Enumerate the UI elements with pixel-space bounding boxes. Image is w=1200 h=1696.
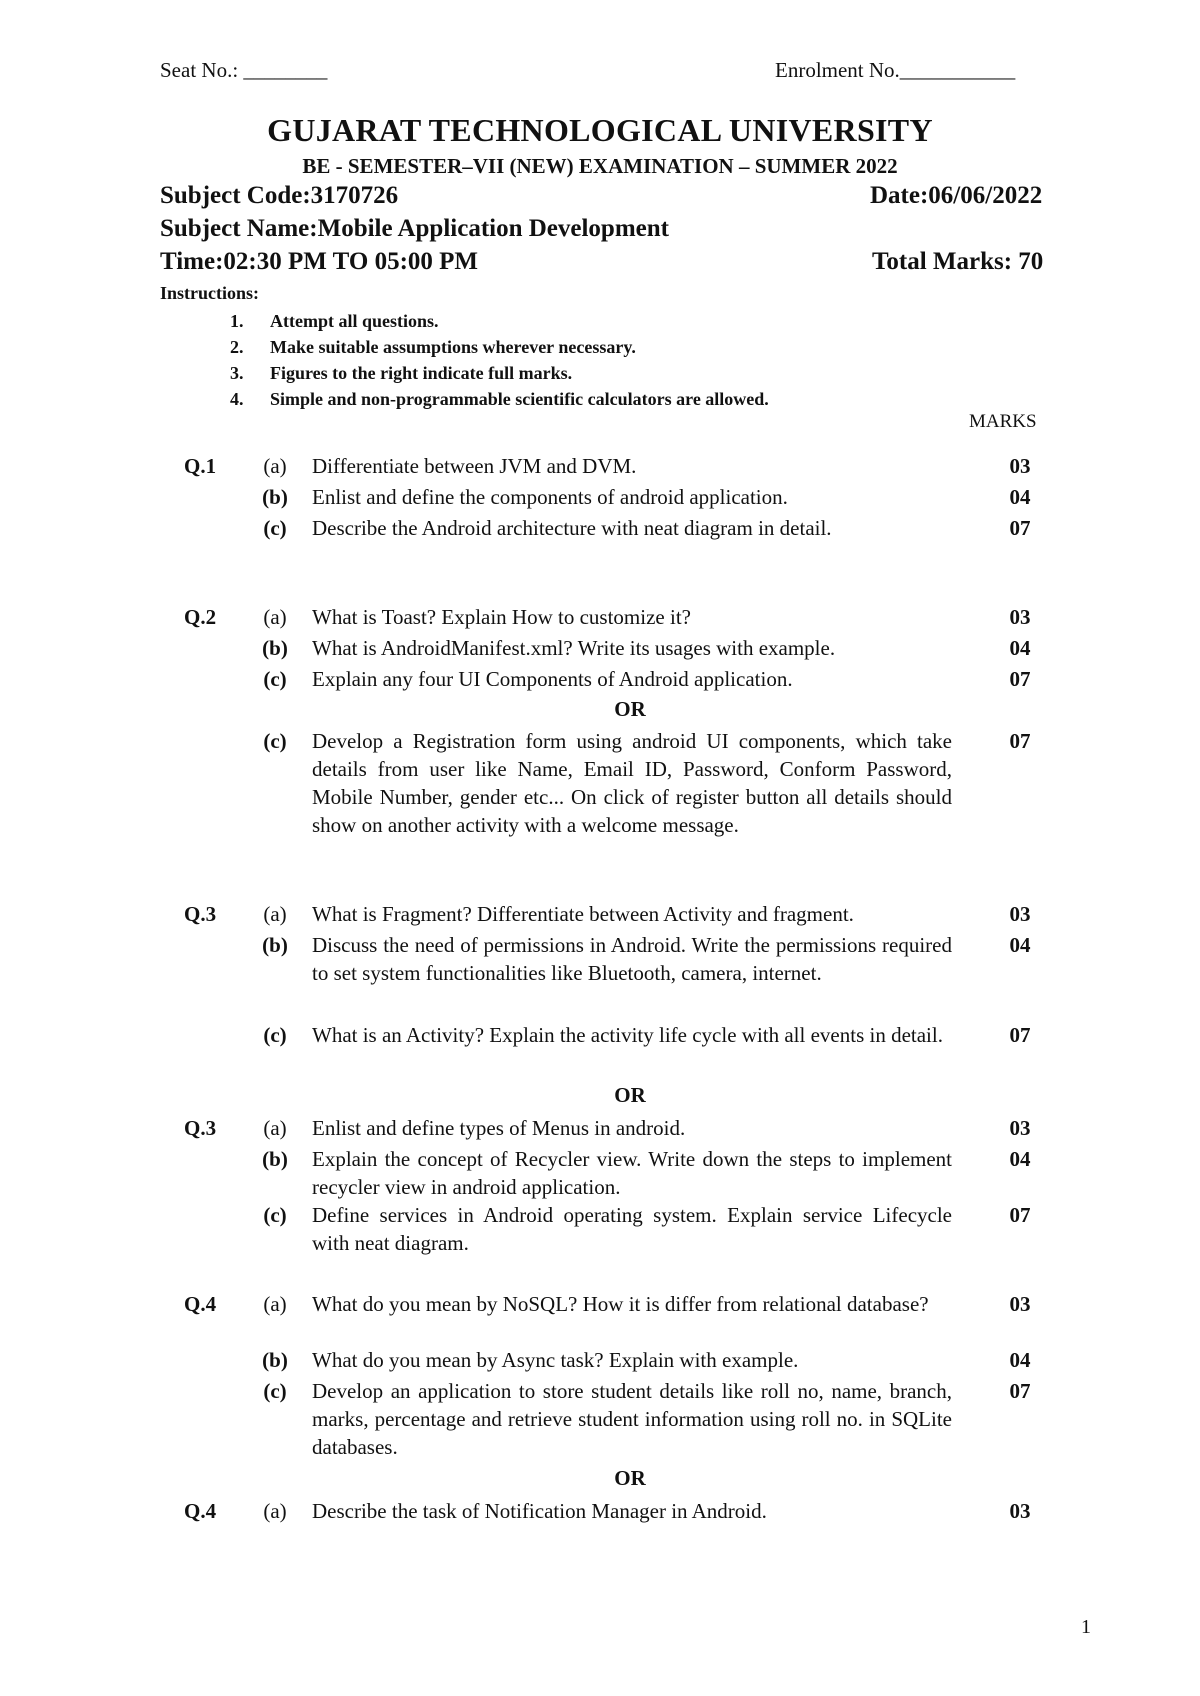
seat-number-field: Seat No.: ________ [160, 58, 328, 82]
sub-question-label: (c) [263, 516, 287, 540]
exam-date: Date:06/06/2022 [870, 182, 1043, 209]
question-text: Develop a Registration form using android UI components, which take details from user like Name, Email ID, Password, Conform Password, Mobile Number, gender etc... On click of register button all details should show on another activity with a welcome message. [312, 729, 952, 837]
sub-question-label: (a) [263, 1499, 287, 1523]
question-text: Discuss the need of permissions in Android. Write the permissions required to set system functionalities like Bluetooth, camera, internet. [312, 933, 952, 985]
question-number: Q.3 [184, 902, 217, 926]
question-text: What is an Activity? Explain the activity life cycle with all events in detail. [312, 1023, 943, 1047]
instructions-list [230, 308, 769, 412]
question-number: Q.4 [184, 1292, 217, 1316]
subject-name: Subject Name:Mobile Application Development [160, 215, 669, 242]
question-marks: 03 [1009, 1499, 1031, 1523]
sub-question-label: (c) [263, 1203, 287, 1227]
sub-question-label: (c) [263, 1023, 287, 1047]
question-marks: 04 [1009, 485, 1031, 509]
or-separator: OR [614, 1083, 646, 1107]
question-marks: 04 [1009, 636, 1031, 660]
or-separator: OR [614, 697, 646, 721]
sub-question-label: (b) [262, 933, 288, 957]
sub-question-label: (a) [263, 1292, 287, 1316]
exam-title: BE - SEMESTER–VII (NEW) EXAMINATION – SUMMER 2022 [302, 154, 898, 178]
instruction-item: 4. Simple and non-programmable scientific calculators are allowed. [230, 389, 769, 409]
question-marks: 07 [1009, 1023, 1031, 1047]
subject-code: Subject Code:3170726 [160, 182, 399, 209]
sub-question-label: (b) [262, 1147, 288, 1171]
question-marks: 04 [1009, 933, 1031, 957]
marks-column-heading: MARKS [969, 411, 1037, 432]
question-marks: 03 [1009, 1292, 1031, 1316]
sub-question-label: (a) [263, 1116, 287, 1140]
question-marks: 07 [1009, 667, 1031, 691]
university-title: GUJARAT TECHNOLOGICAL UNIVERSITY [267, 112, 933, 148]
question-marks: 03 [1009, 454, 1031, 478]
sub-question-label: (a) [263, 902, 287, 926]
question-text: What do you mean by NoSQL? How it is differ from relational database? [312, 1292, 929, 1316]
instructions-heading: Instructions: [160, 283, 260, 303]
question-number: Q.1 [184, 454, 217, 478]
enrolment-number-field: Enrolment No.___________ [775, 58, 1016, 82]
question-marks: 07 [1009, 1203, 1031, 1227]
sub-question-label: (c) [263, 1379, 287, 1403]
instruction-item: 1. Attempt all questions. [230, 311, 439, 331]
question-number: Q.2 [184, 605, 217, 629]
total-marks: Total Marks: 70 [872, 248, 1044, 275]
question-text: Describe the Android architecture with neat diagram in detail. [312, 516, 832, 540]
question-text: Develop an application to store student details like roll no, name, branch, marks, percentage and retrieve student information using roll no. in SQLite databases. [312, 1379, 952, 1459]
question-marks: 07 [1009, 516, 1031, 540]
question-text: Describe the task of Notification Manager in Android. [312, 1499, 767, 1523]
sub-question-label: (a) [263, 454, 287, 478]
question-marks: 07 [1009, 729, 1031, 753]
instruction-item: 2. Make suitable assumptions wherever necessary. [230, 337, 636, 357]
or-separator: OR [614, 1466, 646, 1490]
question-text: What is Fragment? Differentiate between Activity and fragment. [312, 902, 854, 926]
sub-question-label: (b) [262, 636, 288, 660]
question-text: What is Toast? Explain How to customize it? [312, 605, 691, 629]
page-number: 1 [1081, 1616, 1091, 1638]
question-text: Explain any four UI Components of Android application. [312, 667, 793, 691]
sub-question-label: (b) [262, 1348, 288, 1372]
sub-question-label: (c) [263, 667, 287, 691]
question-marks: 03 [1009, 902, 1031, 926]
sub-question-label: (a) [263, 605, 287, 629]
question-marks: 04 [1009, 1147, 1031, 1171]
question-text: What is AndroidManifest.xml? Write its usages with example. [312, 636, 836, 660]
question-text: Enlist and define types of Menus in android. [312, 1116, 686, 1140]
question-text: What do you mean by Async task? Explain with example. [312, 1348, 799, 1372]
question-text: Enlist and define the components of android application. [312, 485, 788, 509]
sub-question-label: (b) [262, 485, 288, 509]
question-text: Explain the concept of Recycler view. Write down the steps to implement recycler view in android application. [312, 1147, 952, 1199]
question-marks: 03 [1009, 605, 1031, 629]
question-number: Q.3 [184, 1116, 217, 1140]
question-marks: 04 [1009, 1348, 1031, 1372]
question-text: Differentiate between JVM and DVM. [312, 454, 637, 478]
question-number: Q.4 [184, 1499, 217, 1523]
question-marks: 07 [1009, 1379, 1031, 1403]
exam-time: Time:02:30 PM TO 05:00 PM [160, 248, 479, 275]
question-text: Define services in Android operating system. Explain service Lifecycle with neat diagram. [312, 1203, 952, 1255]
sub-question-label: (c) [263, 729, 287, 753]
instruction-item: 3. Figures to the right indicate full marks. [230, 363, 573, 383]
question-marks: 03 [1009, 1116, 1031, 1140]
